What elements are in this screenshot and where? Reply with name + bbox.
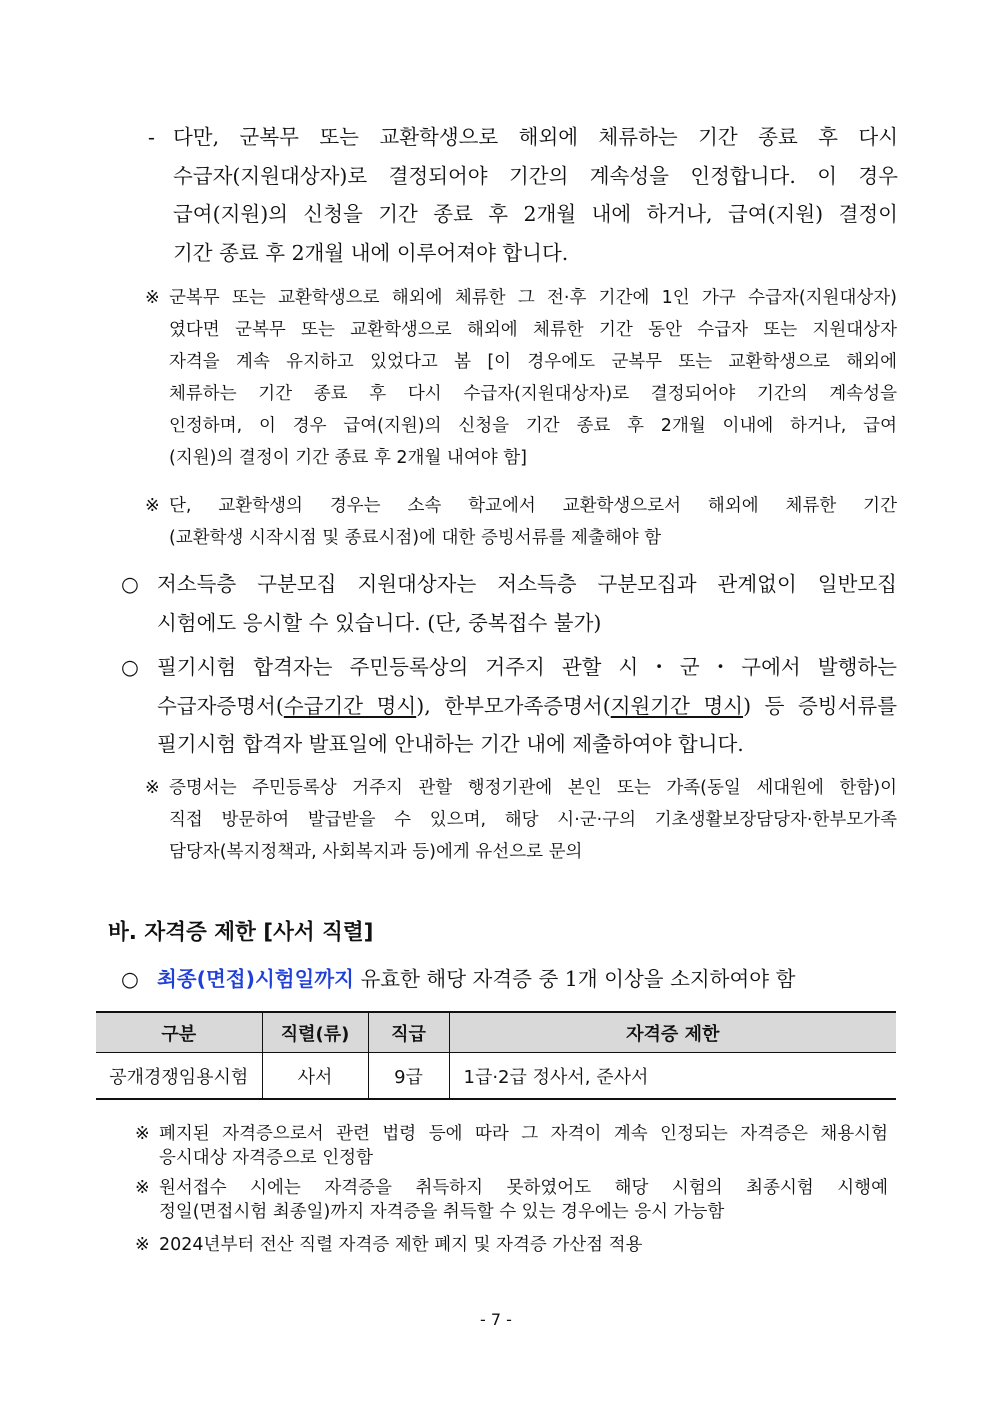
note-line: (교환학생 시작시점 및 종료시점)에 대한 증빙서류를 제출해야 함 <box>169 528 662 548</box>
underlined-recipient-period: 수급기간 명시 <box>283 693 417 718</box>
note-line: 자격을 계속 유지하고 있었다고 봄 [이 경우에도 군복무 또는 교환학생으로 해외에 <box>169 352 897 372</box>
note-marker: ※ <box>145 496 160 516</box>
note-line: 증명서는 주민등록상 거주지 관할 행정기관에 본인 또는 가족(동일 세대원에 한함)이 <box>169 778 897 798</box>
cell-series: 사서 <box>262 1053 368 1100</box>
dash-paragraph-line: 다만, 군복무 또는 교환학생으로 해외에 체류하는 기간 종료 후 다시 <box>173 125 898 149</box>
table-row <box>96 1053 896 1100</box>
bullet-line: 시험에도 응시할 수 있습니다. (단, 중복접수 불가) <box>157 610 602 635</box>
note-marker: ※ <box>135 1235 150 1255</box>
note-line: 군복무 또는 교환학생으로 해외에 체류한 그 전·후 기간에 1인 가구 수급자(지원대상자) <box>169 288 897 308</box>
bullet-line: 저소득층 구분모집 지원대상자는 저소득층 구분모집과 관계없이 일반모집 <box>157 572 897 596</box>
note-line: 였다면 군복무 또는 교환학생으로 해외에 체류한 기간 동안 수급자 또는 지원대상자 <box>169 320 897 340</box>
dash-paragraph-line: 급여(지원)의 신청을 기간 종료 후 2개월 내에 하거나, 급여(지원) 결정이 <box>173 202 898 226</box>
cell-grade: 9급 <box>368 1053 449 1100</box>
note-marker: ※ <box>135 1124 150 1144</box>
note-marker: ※ <box>135 1178 150 1198</box>
note-line: (지원)의 결정이 기간 종료 후 2개월 내여야 함] <box>169 448 527 468</box>
note-marker: ※ <box>145 288 160 308</box>
note-line: 원서접수 시에는 자격증을 취득하지 못하였어도 해당 시험의 최종시험 시행예 <box>159 1178 888 1198</box>
bullet-line: 필기시험 합격자는 주민등록상의 거주지 관할 시・군・구에서 발행하는 <box>157 655 897 679</box>
circle-bullet-icon: ○ <box>121 572 139 596</box>
page-number: - 7 - <box>480 1310 512 1329</box>
note-line: 체류하는 기간 종료 후 다시 수급자(지원대상자)로 결정되어야 기간의 계속성을 <box>169 384 897 404</box>
text-segment: ), 한부모가족증명서( <box>416 693 611 718</box>
note-line: 응시대상 자격증으로 인정함 <box>159 1148 373 1168</box>
text-segment: 유효한 해당 자격증 중 1개 이상을 소지하여야 함 <box>353 967 796 991</box>
dash-paragraph <box>148 118 898 272</box>
dash-marker: - <box>148 125 155 149</box>
note-line: 2024년부터 전산 직렬 자격증 제한 폐지 및 자격증 가산점 적용 <box>159 1235 643 1255</box>
note-line: 직접 방문하여 발급받을 수 있으며, 해당 시·군·구의 기초생활보장담당자·한부모가족 <box>169 810 897 830</box>
note-military-exchange <box>145 282 897 474</box>
note-line: 단, 교환학생의 경우는 소속 학교에서 교환학생으로서 해외에 체류한 기간 <box>169 496 897 516</box>
dash-paragraph-line: 수급자(지원대상자)로 결정되어야 기간의 계속성을 인정합니다. 이 경우 <box>173 163 898 188</box>
header-certificate: 자격증 제한 <box>449 1012 896 1053</box>
underlined-support-period: 지원기간 명시 <box>610 693 744 718</box>
bullet-certificate-requirement <box>121 960 897 999</box>
circle-bullet-icon: ○ <box>121 967 139 991</box>
circle-bullet-icon: ○ <box>121 655 139 679</box>
certificate-restriction-table <box>96 1011 896 1100</box>
bullet-proof-documents <box>121 648 897 764</box>
note-line: 인정하며, 이 경우 급여(지원)의 신청을 기간 종료 후 2개월 이내에 하거나, 급여 <box>169 416 897 436</box>
bullet-line <box>157 687 897 726</box>
emphasis-final-exam-date: 최종(면접)시험일까지 <box>157 967 354 991</box>
header-category: 구분 <box>96 1012 262 1053</box>
dash-paragraph-line: 기간 종료 후 2개월 내에 이루어져야 합니다. <box>173 240 569 265</box>
cell-category: 공개경쟁임용시험 <box>96 1053 262 1100</box>
note-computing-series-change <box>135 1233 888 1257</box>
note-abolished-certificate <box>135 1122 888 1170</box>
table-header-row <box>96 1012 896 1053</box>
header-grade: 직급 <box>368 1012 449 1053</box>
note-certificate-issuance <box>145 772 897 868</box>
note-exchange-student <box>145 490 897 554</box>
note-acquire-before-final <box>135 1176 888 1224</box>
header-series: 직렬(류) <box>262 1012 368 1053</box>
text-segment: ) 등 증빙서류를 <box>743 693 897 718</box>
bullet-low-income-general <box>121 565 897 642</box>
note-marker: ※ <box>145 778 160 798</box>
bullet-line <box>157 960 897 999</box>
text-segment: 수급자증명서( <box>157 693 284 718</box>
section-title: 바. 자격증 제한 [사서 직렬] <box>108 920 374 945</box>
bullet-line: 필기시험 합격자 발표일에 안내하는 기간 내에 제출하여야 합니다. <box>157 732 744 756</box>
note-line: 담당자(복지정책과, 사회복지과 등)에게 유선으로 문의 <box>169 842 583 862</box>
cell-certificate: 1급·2급 정사서, 준사서 <box>449 1053 896 1100</box>
note-line: 정일(면접시험 최종일)까지 자격증을 취득할 수 있는 경우에는 응시 가능함 <box>159 1202 725 1222</box>
note-line: 폐지된 자격증으로서 관련 법령 등에 따라 그 자격이 계속 인정되는 자격증은 채용시험 <box>159 1124 888 1144</box>
